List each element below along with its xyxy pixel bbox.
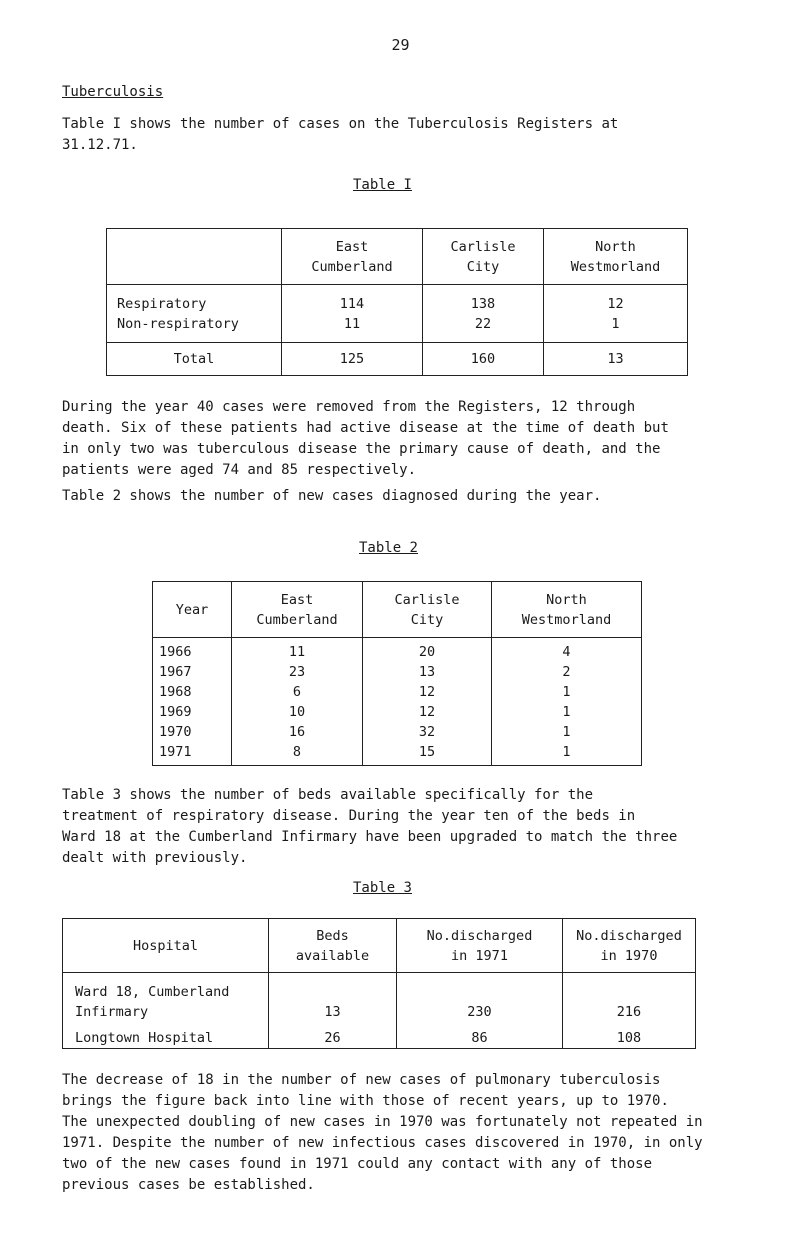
t2-head-year: Year	[153, 582, 232, 638]
t3-head-hospital: Hospital	[63, 919, 269, 973]
t2-cell: 12	[418, 683, 436, 700]
t1-total-cell: 13	[544, 343, 688, 376]
paragraph-intro: Table I shows the number of cases on the Tuberculosis Registers at 31.12.71.	[62, 116, 619, 153]
paragraph-table2-intro: Table 2 shows the number of new cases diagnosed during the year.	[62, 488, 602, 504]
table1-caption: Table I	[352, 177, 412, 193]
t2-cell: 8	[292, 743, 302, 760]
t1-total-cell: 160	[423, 343, 544, 376]
section-heading: Tuberculosis	[62, 84, 164, 100]
t3-hospital-name: Infirmary	[75, 1003, 149, 1020]
t1-cell: 1	[611, 315, 620, 332]
t1-head-east-1: East	[335, 238, 369, 255]
t3-cell: 26	[324, 1029, 341, 1046]
t2-head-carlisle-2: City	[410, 611, 444, 628]
t2-cell: 6	[292, 683, 302, 700]
t2-cell: 4	[562, 643, 571, 660]
t2-head-north-1: North	[546, 591, 587, 608]
t2-year: 1969	[159, 703, 192, 720]
t2-cell: 12	[418, 703, 436, 720]
t1-row-label: Non-respiratory	[117, 315, 239, 332]
t1-cell: 22	[474, 315, 492, 332]
t1-head-north-2: Westmorland	[570, 258, 661, 275]
page-number: 29	[391, 36, 410, 54]
t2-cell: 1	[562, 683, 571, 700]
t1-row-label: Respiratory	[117, 295, 207, 312]
t2-cell: 10	[288, 703, 306, 720]
t1-cell: 12	[607, 295, 624, 312]
t3-cell: 86	[471, 1029, 488, 1046]
table1	[106, 228, 688, 376]
t2-year: 1968	[159, 683, 192, 700]
t2-year: 1971	[159, 743, 192, 760]
t3-hospital-name: Ward 18, Cumberland	[75, 983, 230, 1000]
t3-head-beds-2: available	[295, 947, 370, 964]
t2-cell: 1	[562, 723, 571, 740]
t3-head-d1970-2: in 1970	[600, 947, 658, 964]
t1-head-carlisle-1: Carlisle	[450, 238, 516, 255]
table2-caption: Table 2	[358, 540, 418, 556]
t3-cell: 230	[467, 1003, 492, 1020]
t1-total-cell: 125	[282, 343, 423, 376]
t1-cell: 114	[339, 295, 365, 312]
t1-head-north-1: North	[595, 238, 636, 255]
t3-cell: 108	[616, 1029, 642, 1046]
table3-caption: Table 3	[352, 880, 412, 896]
t2-cell: 13	[418, 663, 436, 680]
t2-cell: 23	[288, 663, 306, 680]
t1-cell: 11	[343, 315, 361, 332]
t2-cell: 20	[418, 643, 436, 660]
t1-head-carlisle-2: City	[466, 258, 500, 275]
t3-head-beds-1: Beds	[316, 927, 349, 944]
t3-cell: 216	[616, 1003, 642, 1020]
t2-head-east-1: East	[280, 591, 314, 608]
t2-head-carlisle-1: Carlisle	[394, 591, 460, 608]
t3-head-d1970-1: No.discharged	[576, 927, 682, 944]
t2-year: 1966	[159, 643, 192, 660]
t2-cell: 15	[418, 743, 436, 760]
t3-head-d1971-2: in 1971	[451, 947, 508, 964]
t1-total-label: Total	[107, 343, 282, 376]
t1-head-east-2: Cumberland	[311, 258, 393, 275]
t2-cell: 2	[562, 663, 571, 680]
t3-head-d1971-1: No.discharged	[426, 927, 533, 944]
t2-head-east-2: Cumberland	[256, 611, 338, 628]
t2-cell: 32	[418, 723, 436, 740]
t2-cell: 1	[562, 743, 571, 760]
paragraph-removed: During the year 40 cases were removed from the Registers, 12 through death. Six of these patients had active disease at the time of death but in only two was tuberculous disease the primary cause of death, and the patients were aged 74 and 85 respectively.	[62, 399, 669, 478]
paragraph-conclusion: The decrease of 18 in the number of new cases of pulmonary tuberculosis brings the figure back into line with those of recent years, up to 1970. The unexpected doubling of new cases in 1970 was fortunately not repeated in 1971. Despite the number of new infectious cases discovered in 1970, in only two of the new cases found in 1971 could any contact with any of those previous cases be established.	[62, 1072, 703, 1193]
t3-hospital-name: Longtown Hospital	[75, 1029, 214, 1046]
t2-year: 1967	[159, 663, 192, 680]
t2-year: 1970	[159, 723, 192, 740]
t2-head-north-2: Westmorland	[521, 611, 612, 628]
t2-cell: 1	[562, 703, 571, 720]
paragraph-beds: Table 3 shows the number of beds available specifically for the treatment of respiratory disease. During the year ten of the beds in Ward 18 at the Cumberland Infirmary have been upgraded to match the three dealt with previously.	[62, 787, 678, 866]
t3-cell: 13	[324, 1003, 341, 1020]
table2	[152, 581, 642, 766]
t2-cell: 11	[288, 643, 306, 660]
t1-cell: 138	[470, 295, 496, 312]
t2-cell: 16	[288, 723, 306, 740]
table3	[62, 918, 696, 1049]
